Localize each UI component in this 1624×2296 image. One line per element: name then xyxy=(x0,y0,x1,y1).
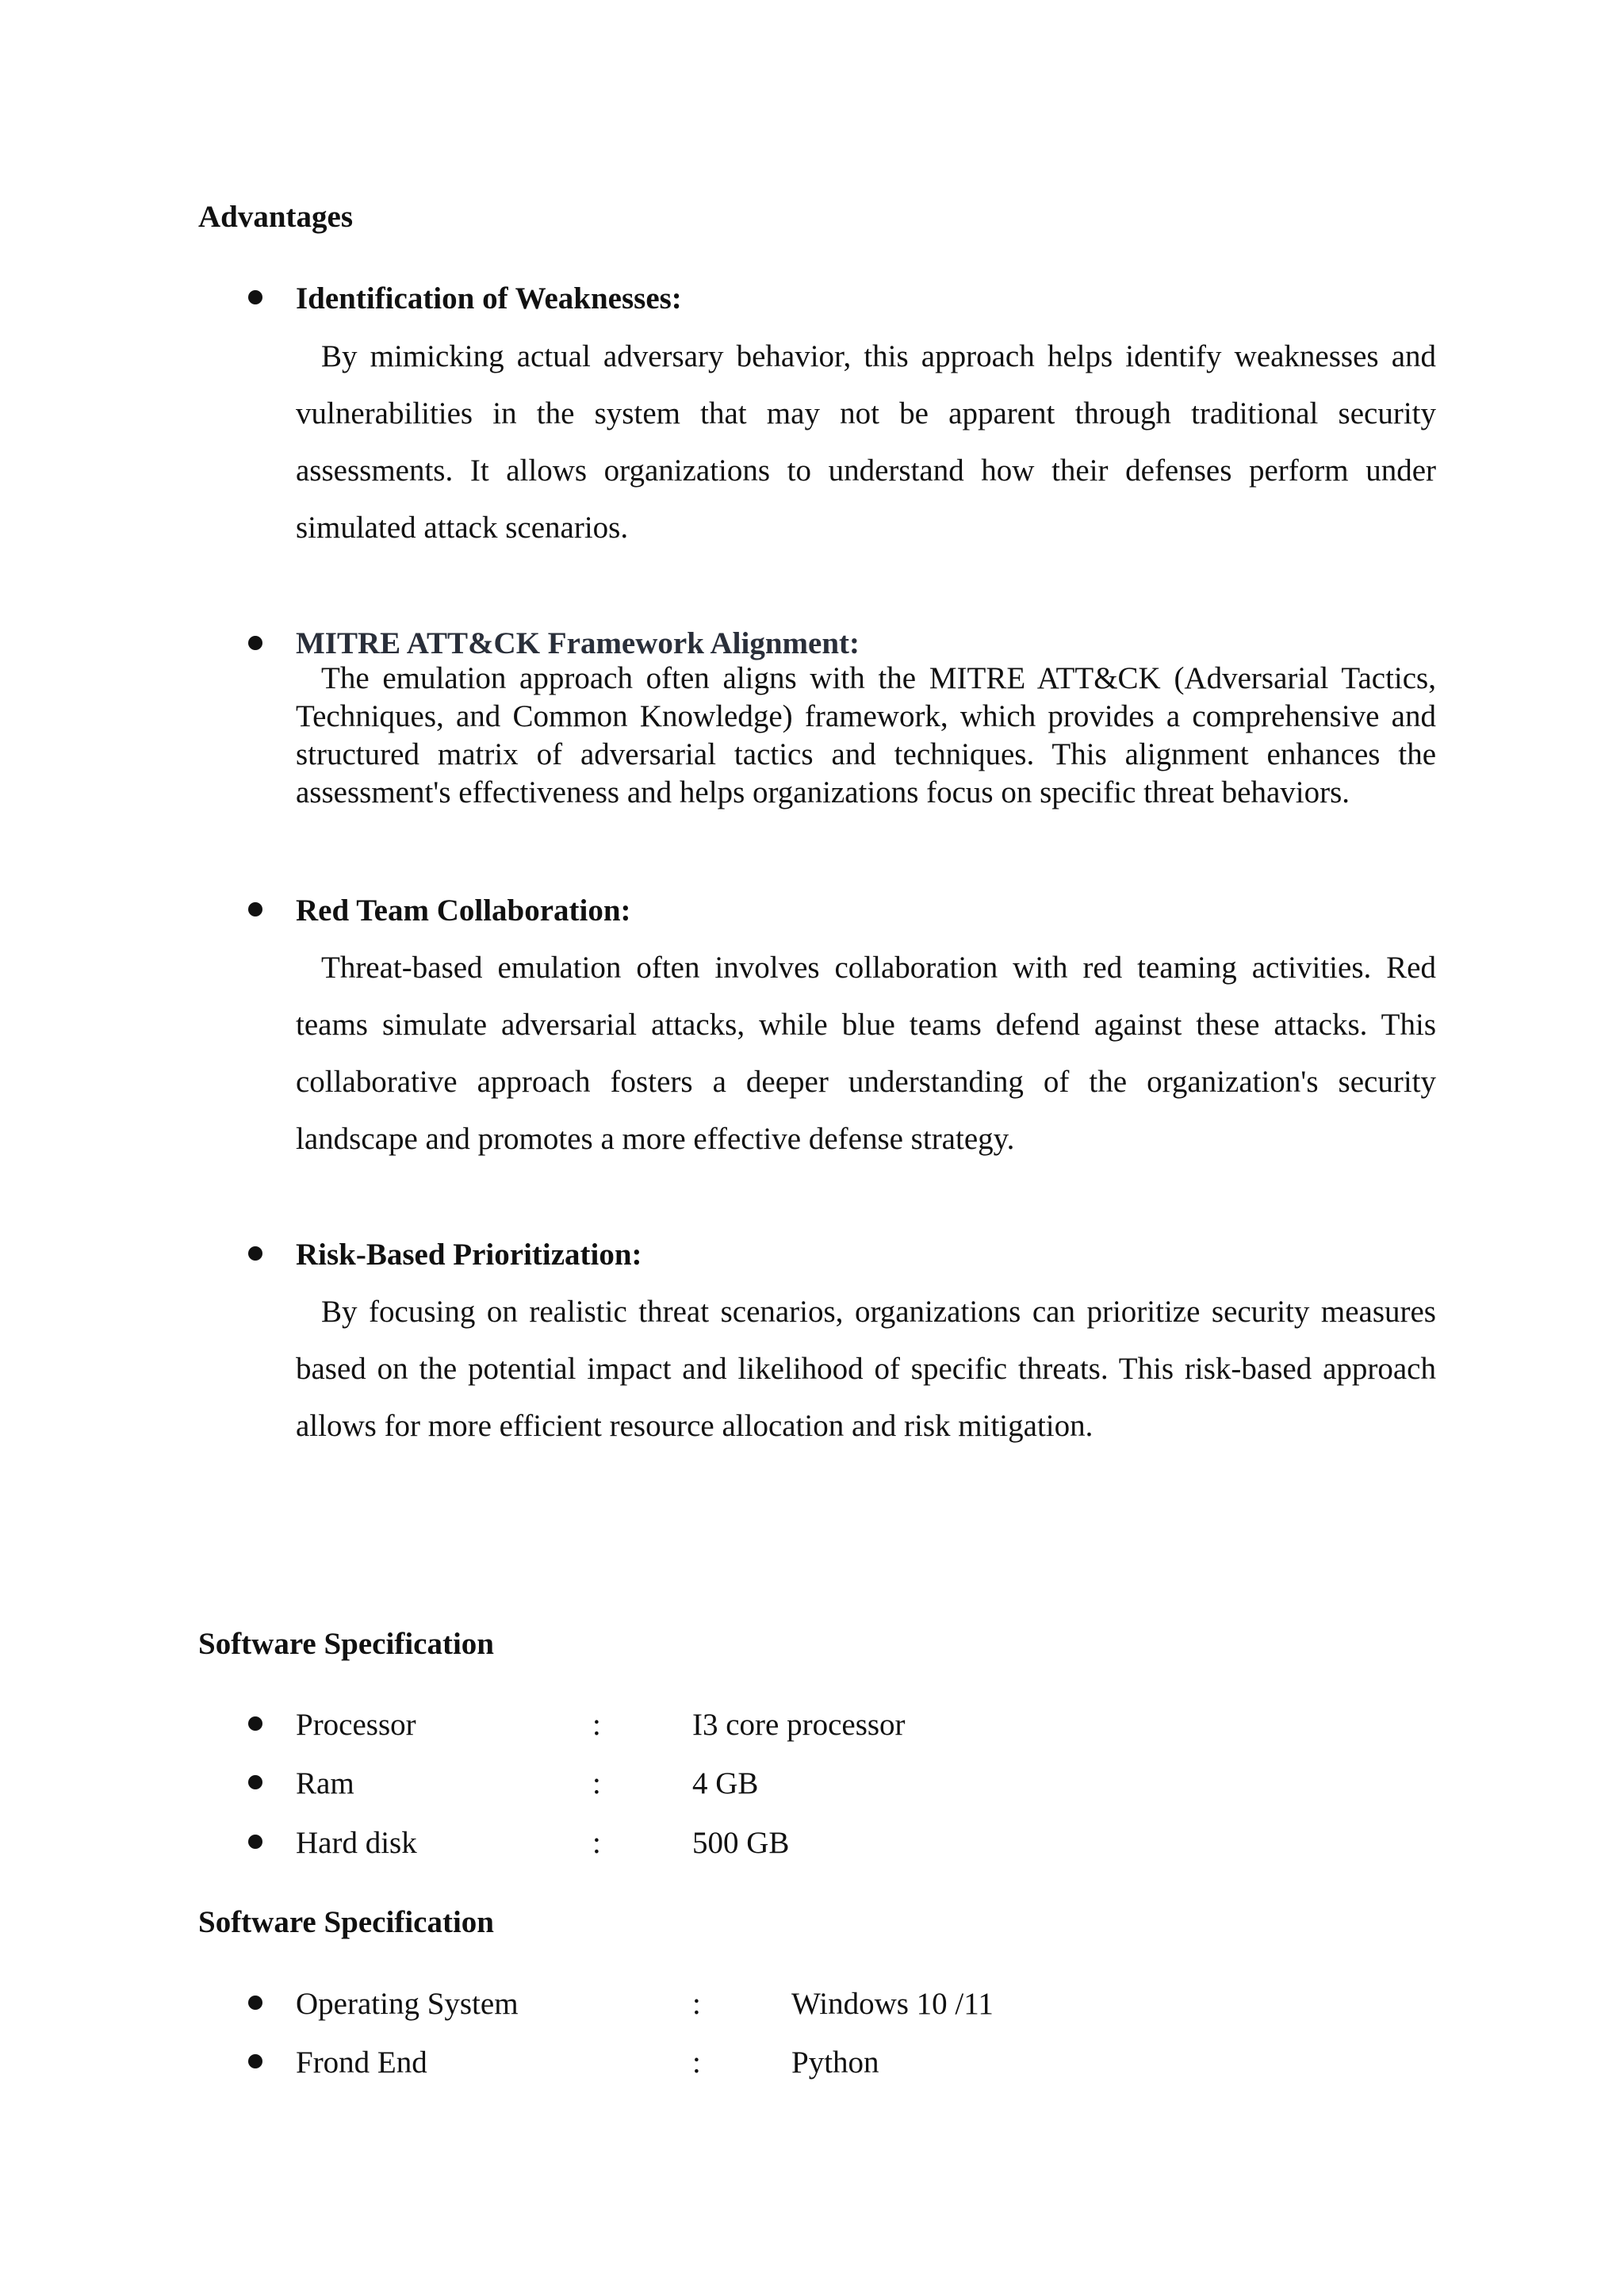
spec-label-hard-disk: Hard disk xyxy=(296,1826,417,1860)
spec-colon: : xyxy=(592,1708,601,1742)
hardware-spec-heading: Software Specification xyxy=(198,1627,494,1661)
spec-colon: : xyxy=(592,1766,601,1800)
bullet-icon xyxy=(248,2054,262,2068)
spec-value-ram: 4 GB xyxy=(692,1766,759,1800)
spec-label-ram: Ram xyxy=(296,1766,354,1800)
bullet-icon xyxy=(248,1716,262,1731)
bullet-icon xyxy=(248,636,262,650)
item-title-red-team: Red Team Collaboration: xyxy=(296,894,631,928)
spec-label-operating-system: Operating System xyxy=(296,1987,519,2021)
spec-value-hard-disk: 500 GB xyxy=(692,1826,790,1860)
bullet-icon xyxy=(248,1246,262,1261)
bullet-icon xyxy=(248,902,262,916)
software-spec-heading: Software Specification xyxy=(198,1905,494,1939)
spec-value-processor: I3 core processor xyxy=(692,1708,906,1742)
bullet-icon xyxy=(248,1996,262,2010)
spec-label-front-end: Frond End xyxy=(296,2045,427,2080)
spec-value-front-end: Python xyxy=(791,2045,879,2080)
bullet-icon xyxy=(248,1775,262,1789)
item-body-red-team: Threat-based emulation often involves collaboration with red teaming activities. Red teams simulate adversarial attacks, while blue teams defend against these attacks. This collaborative approach fosters a deeper understanding of the organization's security landscape and promotes a more effective defense strategy. xyxy=(296,951,1436,1156)
item-title-mitre: MITRE ATT&CK Framework Alignment: xyxy=(296,626,860,660)
spec-label-processor: Processor xyxy=(296,1708,416,1742)
item-body-risk: By focusing on realistic threat scenarios, organizations can prioritize security measures based on the potential impact and likelihood of specific threats. This risk-based approach allows for more efficient resource allocation and risk mitigation. xyxy=(296,1295,1436,1443)
advantages-heading: Advantages xyxy=(198,200,354,234)
item-title-identification: Identification of Weaknesses: xyxy=(296,281,682,316)
item-body-identification: By mimicking actual adversary behavior, this approach helps identify weaknesses and vulnerabilities in the system that may not be apparent through traditional security assessments. It allows organizations to understand how their defenses perform under simulated attack scenarios. xyxy=(296,339,1436,545)
item-body-mitre: The emulation approach often aligns with the MITRE ATT&CK (Adversarial Tactics, Techniques, and Common Knowledge) framework, which provides a comprehensive and structured matrix of adversarial tactics and techniques. This alignment enhances the assessment's effectiveness and helps organizations focus on specific threat behaviors. xyxy=(296,661,1436,809)
bullet-icon xyxy=(248,1835,262,1849)
spec-colon: : xyxy=(692,2045,701,2080)
bullet-icon xyxy=(248,290,262,304)
item-title-risk: Risk-Based Prioritization: xyxy=(296,1238,642,1272)
spec-colon: : xyxy=(592,1826,601,1860)
spec-colon: : xyxy=(692,1987,701,2021)
spec-value-operating-system: Windows 10 /11 xyxy=(791,1987,994,2021)
